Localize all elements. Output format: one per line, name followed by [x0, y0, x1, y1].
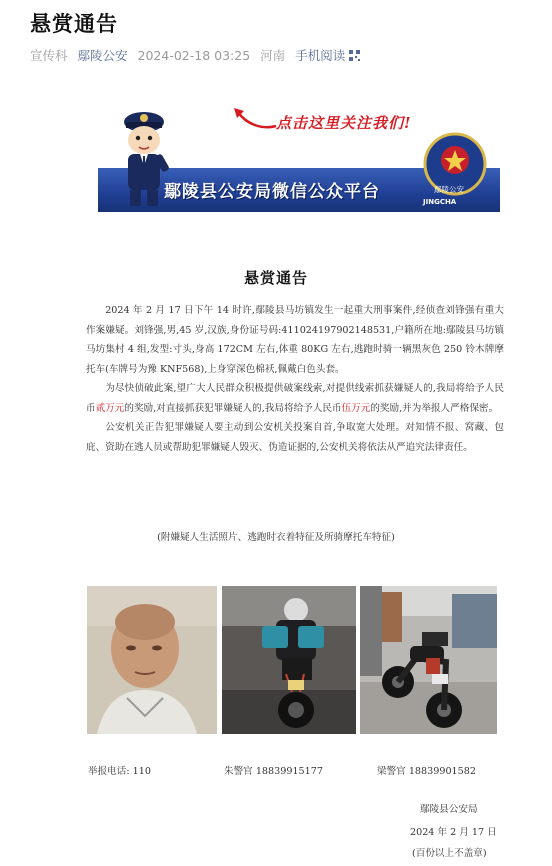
notice-body: [86, 301, 504, 457]
police-banner[interactable]: [98, 98, 500, 212]
report-hotline: 举报电话: 110: [88, 766, 151, 777]
mobile-read-link[interactable]: 手机阅读: [295, 48, 346, 63]
signature-org: 鄢陵县公安局: [420, 804, 478, 815]
signature-date: 2024 年 2 月 17 日: [410, 827, 497, 838]
para2-text-a: 为尽快侦破此案,望广大人民群众积极提供破案线索,对提供线索抓获嫌疑人的,我局将给予人民币: [86, 383, 504, 414]
officer-zhu-contact: 朱警官 18839915177: [224, 766, 323, 777]
reward-amount-1: 贰万元: [95, 402, 125, 414]
badge-subtext: JINGCHA: [423, 198, 457, 206]
article-title: 悬赏通告: [30, 12, 118, 36]
location-label: 河南: [260, 48, 286, 63]
para2-text-c: 的奖励,并为举报人严格保密。: [370, 402, 499, 414]
qr-code-icon[interactable]: [349, 50, 360, 61]
officer-liang-contact: 梁警官 18839901582: [377, 766, 476, 777]
notice-title: 悬赏通告: [243, 269, 308, 287]
para2-text-b: 的奖励,对直接抓获犯罪嫌疑人的,我局将给予人民币: [124, 402, 342, 414]
reward-amount-2: 伍万元: [341, 402, 371, 414]
follow-us-text: 点击这里关注我们!: [276, 114, 412, 132]
badge-text: 鄢陵公安: [434, 185, 464, 194]
suspect-photo[interactable]: [87, 586, 217, 734]
notice-paragraph-1: 2024 年 2 月 17 日下午 14 时许,鄢陵县马坊镇发生一起重大刑事案件,经侦查刘锋强有重大作案嫌疑。刘锋强,男,45 岁,汉族,身份证号码:411024197902148531,户籍所在地:鄢陵县马坊镇马坊集村 4 组,发型:寸头,身高 172CM 左右,体重 80KG 左右,逃跑时骑一辆黑灰色 250 铃木牌摩托车(车牌号为豫 KNF568),上身穿深色棉袄,佩戴白色头套。: [86, 305, 504, 375]
escape-clothing-photo[interactable]: [222, 586, 356, 734]
article-meta: [30, 46, 370, 64]
signature-note: (百份以上不盖章): [412, 848, 487, 859]
publish-datetime: 2024-02-18 03:25: [137, 47, 251, 63]
notice-paragraph-2: [86, 379, 504, 418]
motorcycle-photo[interactable]: [360, 586, 497, 734]
platform-title: 鄢陵县公安局微信公众平台: [164, 182, 380, 202]
attachment-note: (附嫌疑人生活照片、逃跑时衣着特征及所骑摩托车特征): [157, 532, 395, 543]
account-link[interactable]: 鄢陵公安: [77, 48, 128, 63]
author-label: 宣传科: [30, 48, 68, 63]
police-badge-icon: [412, 126, 498, 208]
notice-paragraph-3: 公安机关正告犯罪嫌疑人要主动到公安机关投案自首,争取宽大处理。对知情不报、窝藏、包庇、资助在逃人员或帮助犯罪嫌疑人毁灭、伪造证据的,公安机关将依法从严追究法律责任。: [86, 422, 504, 453]
curved-arrow-icon: [232, 106, 280, 132]
